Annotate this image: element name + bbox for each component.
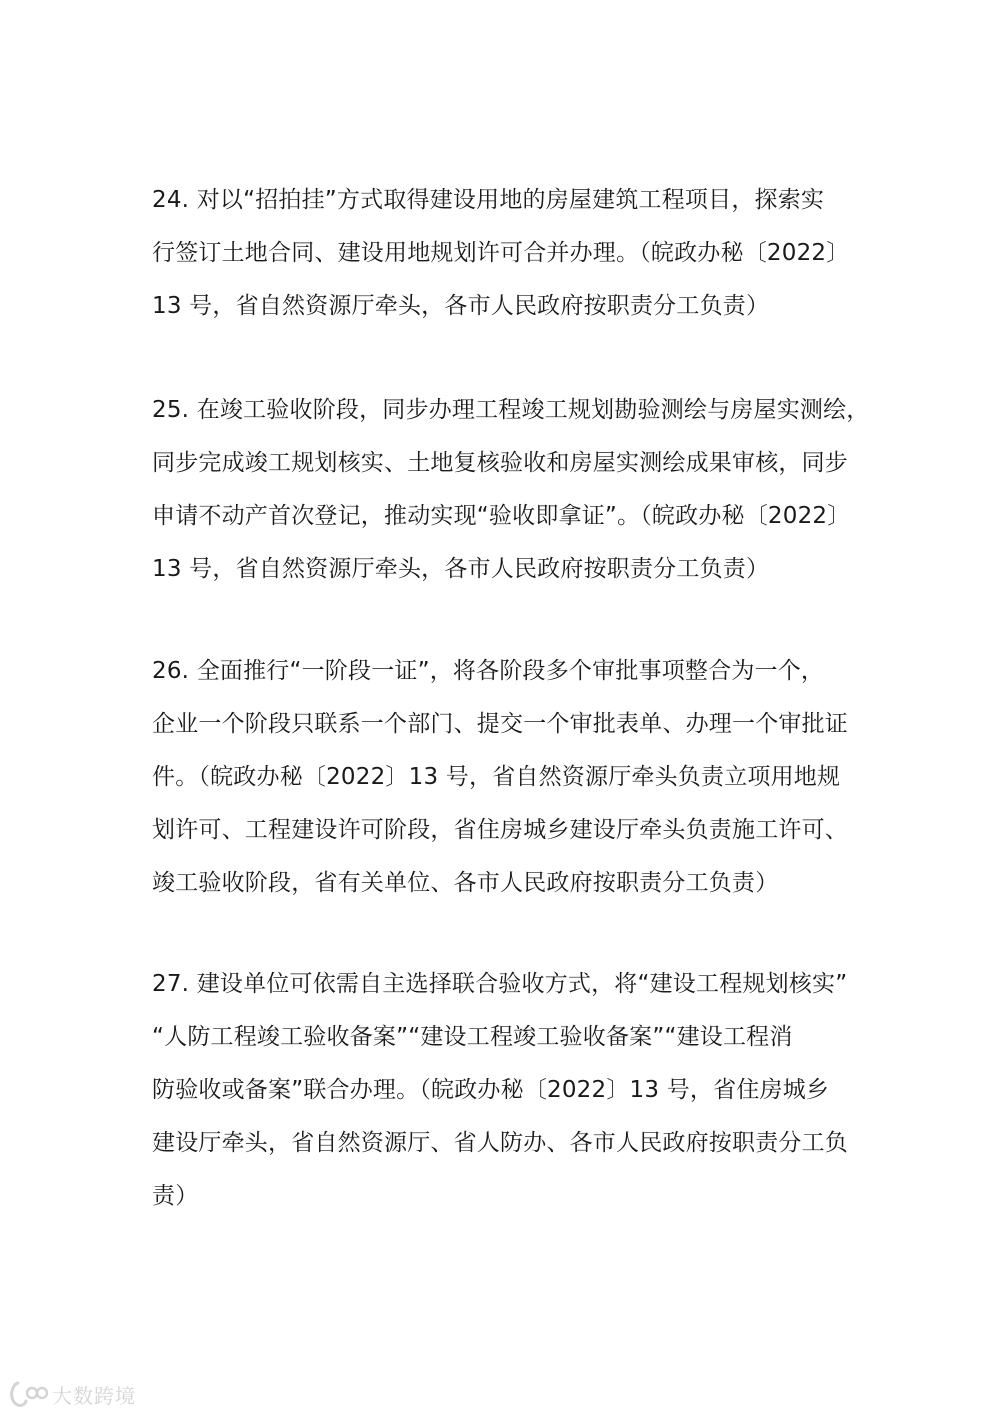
- clause-line: 责）: [152, 1183, 199, 1209]
- clause-line: 行签订土地合同、建设用地规划许可合并办理。（皖政办秘〔2022〕: [152, 240, 850, 266]
- clause-line: 13 号，省自然资源厅牵头，各市人民政府按职责分工负责）: [152, 556, 770, 582]
- clause-line: 13 号，省自然资源厅牵头，各市人民政府按职责分工负责）: [152, 293, 770, 319]
- clause-line: 竣工验收阶段，省有关单位、各市人民政府按职责分工负责）: [152, 870, 779, 896]
- watermark-text: 大数跨境: [52, 1383, 136, 1408]
- clause-line: 建设厅牵头，省自然资源厅、省人防办、各市人民政府按职责分工负: [152, 1130, 848, 1156]
- watermark: [8, 1377, 136, 1411]
- clause-line: 25. 在竣工验收阶段，同步办理工程竣工规划勘验测绘与房屋实测绘，: [152, 397, 870, 423]
- clause-line: “人防工程竣工验收备案”“建设工程竣工验收备案”“建设工程消: [152, 1024, 793, 1050]
- clause-26: [152, 645, 864, 910]
- clause-line: 24. 对以“招拍挂”方式取得建设用地的房屋建筑工程项目，探索实: [152, 187, 825, 213]
- clause-27: [152, 958, 864, 1223]
- clause-line: 26. 全面推行“一阶段一证”，将各阶段多个审批事项整合为一个，: [152, 658, 825, 684]
- brand-logo-icon: [8, 1379, 52, 1409]
- clause-line: 企业一个阶段只联系一个部门、提交一个审批表单、办理一个审批证: [152, 711, 848, 737]
- clause-line: 申请不动产首次登记，推动实现“验收即拿证”。（皖政办秘〔2022〕: [152, 503, 851, 529]
- clause-24: [152, 174, 864, 333]
- clause-25: [152, 384, 870, 596]
- clause-line: 27. 建设单位可依需自主选择联合验收方式，将“建设工程规划核实”: [152, 971, 848, 997]
- clause-line: 防验收或备案”联合办理。（皖政办秘〔2022〕13 号，省住房城乡: [152, 1077, 830, 1103]
- clause-line: 件。（皖政办秘〔2022〕13 号，省自然资源厅牵头负责立项用地规: [152, 764, 841, 790]
- clause-line: 划许可、工程建设许可阶段，省住房城乡建设厅牵头负责施工许可、: [152, 817, 848, 843]
- clause-line: 同步完成竣工规划核实、土地复核验收和房屋实测绘成果审核，同步: [152, 450, 848, 476]
